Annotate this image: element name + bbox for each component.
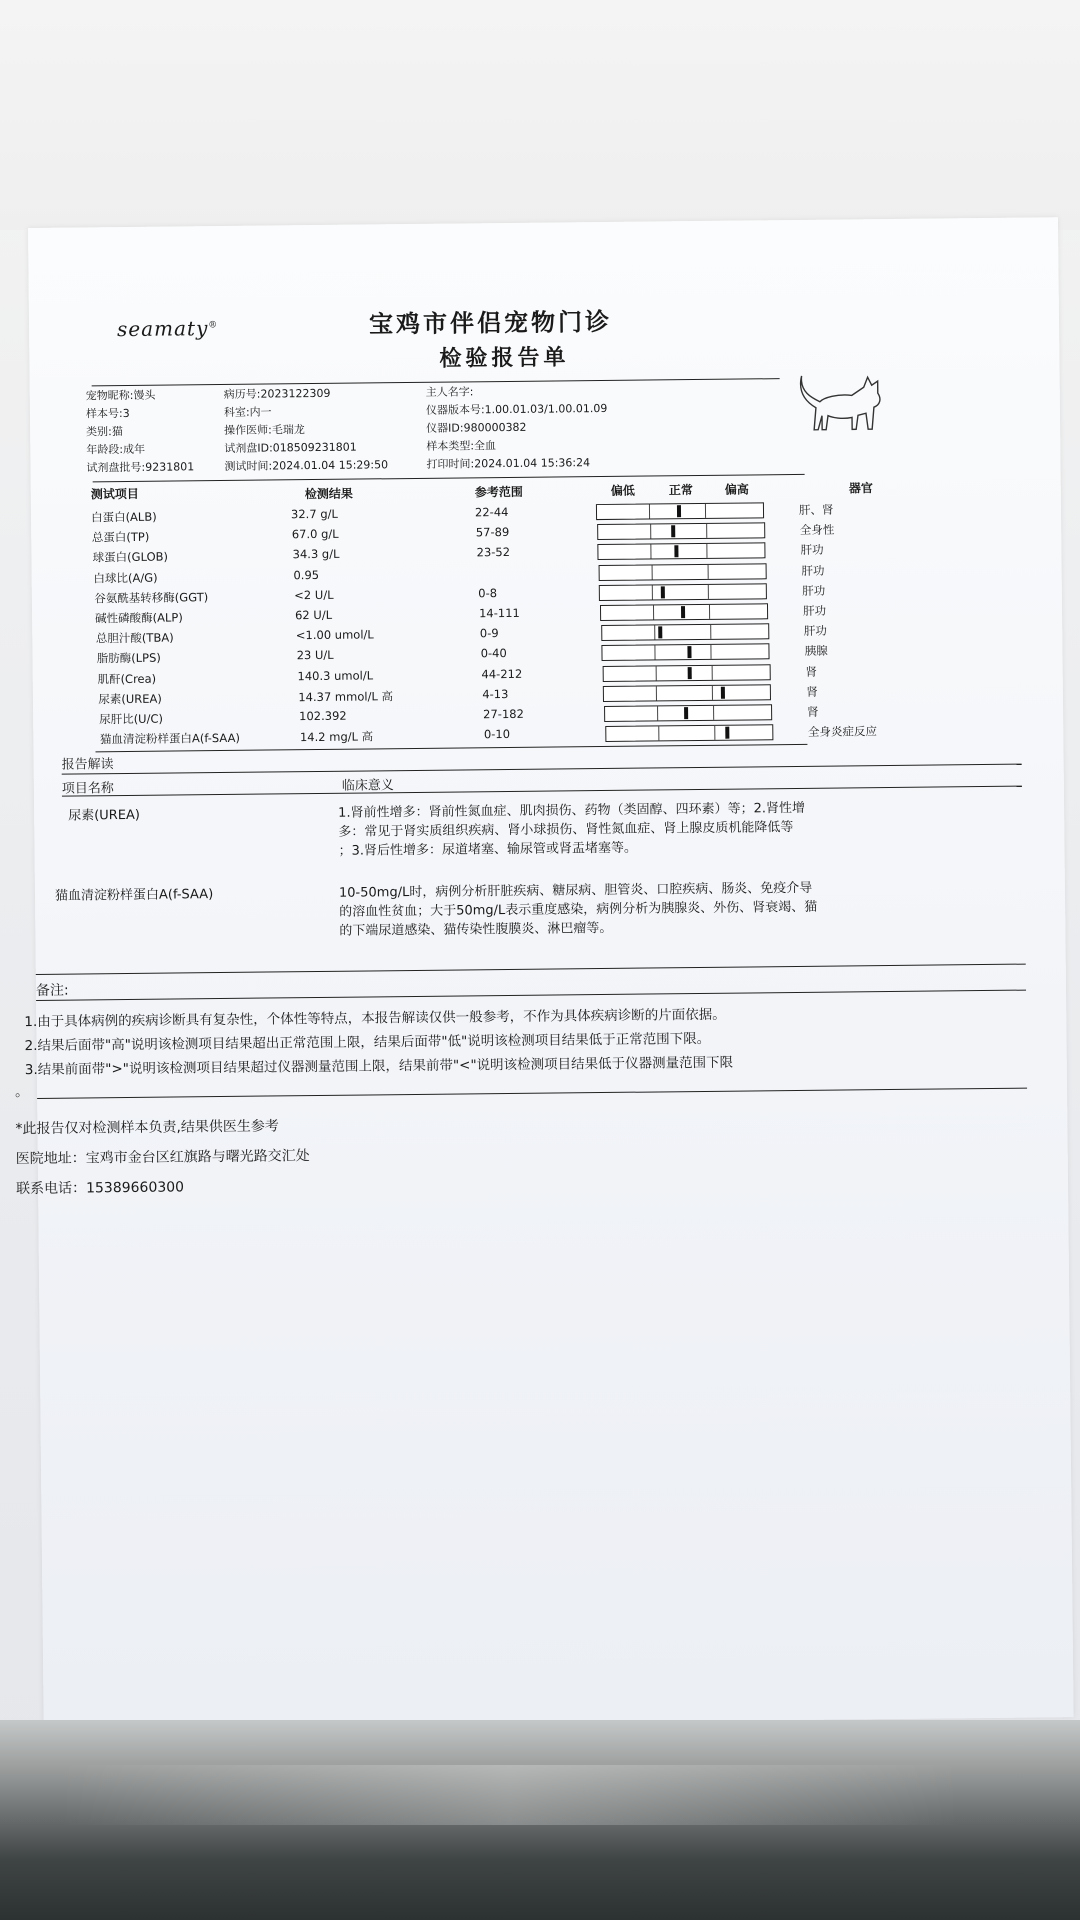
test-organ: 肾 [807, 704, 819, 719]
range-marker [721, 687, 725, 699]
range-indicator-bar [603, 684, 771, 702]
disclaimer: *此报告仅对检测样本负责,结果供医生参考 [15, 1118, 279, 1138]
test-organ: 肾 [806, 684, 818, 699]
brand-text: seamaty [116, 316, 209, 342]
range-divider [711, 645, 712, 659]
info-field: 主人名字: [425, 385, 474, 399]
interpretation-text-line: 的下端尿道感染、猫传染性腹膜炎、淋巴瘤等。 [339, 920, 613, 939]
test-name: 总胆汁酸(TBA) [95, 630, 174, 646]
test-result: 140.3 umol/L [297, 668, 374, 683]
interpretation-text-line: 的溶血性贫血；大于50mg/L表示重度感染，病例分析为胰腺炎、外伤、肾衰竭、猫 [339, 899, 818, 920]
range-divider [655, 666, 656, 680]
interpretation-col-item: 项目名称 [61, 781, 114, 797]
info-field: 仪器版本号:1.00.01.03/1.00.01.09 [425, 401, 608, 417]
divider [37, 1088, 1027, 1099]
test-result: <1.00 umol/L [295, 627, 374, 643]
range-marker [661, 586, 665, 598]
test-reference-range: 44-212 [481, 666, 523, 681]
range-indicator-bar [601, 623, 769, 641]
range-marker [681, 606, 685, 618]
test-result: 14.2 mg/L 高 [299, 729, 374, 745]
range-divider [707, 564, 708, 578]
test-name: 谷氨酰基转移酶(GGT) [94, 589, 209, 606]
range-marker [675, 546, 679, 558]
hospital-address: 医院地址：宝鸡市金台区红旗路与曙光路交汇处 [15, 1148, 310, 1168]
col-header-ref: 参考范围 [474, 484, 523, 500]
note-item: 。 [14, 1084, 29, 1101]
info-field: 操作医师:毛瑞龙 [224, 423, 305, 437]
interpretation-col-meaning: 临床意义 [341, 778, 394, 794]
test-reference-range: 23-52 [476, 545, 511, 560]
test-organ: 肝功 [800, 543, 824, 558]
contact-phone: 联系电话：15389660300 [15, 1179, 185, 1198]
test-name: 尿肝比(U/C) [99, 711, 164, 727]
test-organ: 肝功 [801, 563, 825, 578]
interpretation-text-line: 1.肾前性增多：肾前性氮血症、肌肉损伤、药物（类固醇、四环素）等；2.肾性增 [338, 800, 806, 821]
range-marker [677, 505, 681, 517]
report-paper [14, 217, 1074, 1728]
note-item: 3.结果前面带">"说明该检测项目结果超过仪器测量范围上限，结果前带"<"说明该检测项目结果低于仪器测量范围下限 [24, 1054, 734, 1079]
test-reference-range: 0-10 [483, 727, 511, 742]
info-field: 科室:内一 [223, 405, 272, 419]
test-reference-range: 4-13 [482, 686, 509, 702]
range-divider [651, 545, 652, 559]
info-field: 试剂盘批号:9231801 [86, 460, 195, 475]
range-divider [712, 686, 713, 700]
range-marker [684, 707, 688, 719]
range-divider [709, 605, 710, 619]
range-indicator-bar [602, 644, 770, 662]
test-name: 总蛋白(TP) [91, 529, 150, 545]
range-divider [657, 706, 658, 720]
brand-mark: ® [208, 320, 219, 331]
range-indicator-bar [604, 704, 772, 722]
note-item: 2.结果后面带"高"说明该检测项目结果超出正常范围上限，结果后面带"低"说明该检测项目结果低于正常范围下限。 [24, 1030, 711, 1055]
range-divider [649, 505, 650, 519]
brand-logo [117, 316, 218, 341]
range-divider [650, 525, 651, 539]
info-field: 样本类型:全血 [426, 439, 497, 453]
report-subtitle: 检验报告单 [439, 345, 570, 372]
info-field: 病历号:2023122309 [223, 386, 331, 401]
test-result: 102.392 [299, 708, 347, 724]
interpretation-item-name: 尿素(UREA) [68, 807, 141, 824]
range-marker [687, 667, 691, 679]
test-name: 白球比(A/G) [93, 570, 158, 585]
range-divider [713, 706, 714, 720]
interpretation-item-name: 猫血清淀粉样蛋白A(f-SAA) [54, 887, 214, 904]
range-indicator-bar [602, 664, 770, 682]
test-name: 碱性磷酸酶(ALP) [95, 610, 183, 626]
range-divider [654, 626, 655, 640]
info-field: 测试时间:2024.01.04 15:29:50 [224, 458, 389, 473]
note-item: 1.由于具体病例的疾病诊断具有复杂性，个体性等特点，本报告解读仅供一般参考，不作为具体疾病诊断的片面依据。 [24, 1006, 726, 1031]
range-marker [658, 627, 662, 639]
range-divider [653, 605, 654, 619]
test-name: 尿素(UREA) [98, 691, 162, 707]
col-header-low: 偏低 [610, 483, 635, 498]
test-organ: 肝、肾 [798, 502, 834, 517]
range-indicator-bar [599, 583, 767, 601]
test-organ: 肝功 [803, 623, 827, 639]
background-wall [0, 0, 1080, 230]
info-field: 打印时间:2024.01.04 15:36:24 [426, 456, 591, 471]
test-name: 脂肪酶(LPS) [96, 651, 161, 666]
test-organ: 肾 [805, 664, 818, 679]
test-organ: 全身性 [799, 522, 835, 538]
test-organ: 肝功 [802, 603, 827, 618]
info-field: 仪器ID:980000382 [426, 420, 527, 435]
test-organ: 全身炎症反应 [807, 724, 877, 740]
range-marker [671, 525, 675, 537]
info-field: 样本号:3 [85, 406, 130, 421]
test-reference-range: 0-9 [479, 626, 499, 641]
col-header-item: 测试项目 [90, 486, 139, 502]
test-name: 球蛋白(GLOB) [92, 549, 169, 565]
report-title: 宝鸡市伴侣宠物门诊 [368, 307, 613, 339]
range-divider [714, 726, 715, 740]
interpretation-text-line: ；3.肾后性增多：尿道堵塞、输尿管或肾盂堵塞等。 [338, 840, 638, 859]
interpretation-section-title: 报告解读 [61, 757, 114, 773]
cat-icon [798, 367, 889, 442]
col-header-result: 检测结果 [304, 486, 353, 502]
test-result: 0.95 [293, 567, 320, 582]
range-indicator-bar [598, 543, 766, 561]
range-indicator-bar [600, 603, 768, 621]
range-divider [655, 646, 656, 660]
test-reference-range: 0-40 [480, 646, 507, 661]
divider [36, 964, 1026, 975]
range-marker [726, 727, 730, 739]
range-divider [652, 585, 653, 599]
info-field: 宠物昵称:馒头 [85, 388, 156, 403]
interpretation-text-line: 多：常见于肾实质组织疾病、肾小球损伤、肾性氮血症、肾上腺皮质机能降低等 [338, 820, 794, 840]
info-field: 年龄段:成年 [86, 442, 146, 457]
col-header-normal: 正常 [668, 483, 693, 498]
range-divider [705, 504, 706, 518]
test-result: 34.3 g/L [292, 547, 340, 562]
info-field: 试剂盘ID:018509231801 [224, 440, 357, 455]
test-organ: 肝功 [802, 583, 826, 598]
range-divider [706, 524, 707, 538]
test-result: 14.37 mmol/L 高 [298, 689, 394, 704]
test-reference-range: 14-111 [478, 605, 520, 621]
range-divider [658, 727, 659, 741]
divider [93, 474, 805, 482]
range-indicator-bar [598, 563, 766, 581]
range-indicator-bar [597, 522, 765, 540]
divider [62, 786, 1022, 797]
range-marker [687, 646, 691, 658]
divider [62, 764, 1022, 775]
test-result: 32.7 g/L [290, 506, 338, 522]
range-divider [708, 585, 709, 599]
test-result: 23 U/L [296, 648, 334, 663]
divider [36, 990, 1026, 1001]
test-organ: 胰腺 [804, 644, 828, 659]
range-indicator-bar [605, 724, 773, 742]
test-result: <2 U/L [294, 587, 334, 603]
range-divider [711, 665, 712, 679]
info-field: 类别:猫 [86, 425, 123, 439]
notes-title: 备注: [35, 982, 69, 999]
col-header-organ: 器官 [848, 481, 873, 496]
range-divider [707, 544, 708, 558]
floor-glare [60, 1765, 960, 1825]
interpretation-text-line: 10-50mg/L时，病例分析肝脏疾病、糖尿病、胆管炎、口腔疾病、肠炎、免疫介导 [338, 880, 813, 901]
test-reference-range: 27-182 [483, 706, 524, 722]
range-divider [651, 565, 652, 579]
test-name: 肌酐(Crea) [97, 671, 157, 686]
test-result: 62 U/L [294, 607, 333, 623]
test-reference-range: 22-44 [474, 504, 509, 520]
test-reference-range: 0-8 [478, 585, 498, 601]
range-indicator-bar [596, 502, 764, 520]
range-divider [710, 625, 711, 639]
col-header-high: 偏高 [724, 482, 749, 497]
test-reference-range: 57-89 [475, 525, 510, 540]
test-result: 67.0 g/L [291, 526, 339, 542]
range-divider [656, 686, 657, 700]
test-name: 猫血清淀粉样蛋白A(f-SAA) [99, 730, 241, 747]
test-name: 白蛋白(ALB) [90, 509, 157, 525]
